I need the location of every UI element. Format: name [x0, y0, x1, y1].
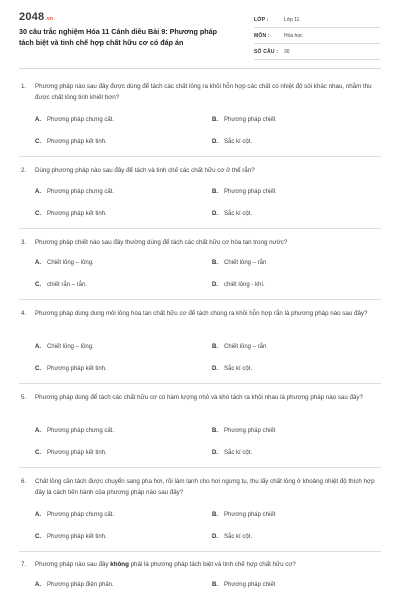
option-b[interactable]: B. Phương pháp chiết — [212, 512, 276, 518]
site-logo[interactable]: 2048.vn — [19, 11, 54, 23]
option-d[interactable]: D. Sắc kí cột. — [212, 450, 253, 456]
document-header — [0, 0, 400, 66]
question-number: 1. — [21, 83, 27, 90]
option-d[interactable]: D. Sắc kí cột. — [212, 366, 253, 372]
info-row-question-count — [254, 45, 380, 60]
option-c[interactable]: C. Phương pháp kết tinh. — [35, 534, 107, 540]
option-b[interactable]: B. Chiết lỏng – rắn — [212, 344, 267, 350]
option-a[interactable]: A. Phương pháp chưng cất. — [35, 117, 115, 123]
option-b[interactable]: B. Phương pháp chiết — [212, 582, 276, 588]
question-separator — [19, 299, 381, 300]
option-a[interactable]: A. Chiết lỏng – lỏng. — [35, 344, 94, 350]
document-title: 30 câu trắc nghiệm Hóa 11 Cánh diều Bài 9: Phương pháp tách biệt và tinh chế hợp chất hữu cơ có đáp án — [19, 27, 218, 47]
option-a[interactable]: A. Phương pháp điện phân. — [35, 582, 114, 588]
info-label: SỐ CÂU : — [254, 49, 279, 55]
question-text: Chất lỏng cần tách được chuyển sang pha hơi, rồi làm lạnh cho hơi ngưng tụ, thu lấy chất lỏng ở khoảng nhiệt độ thích hợp đây là cách tiến hành của phương pháp nào sau đây? — [35, 478, 375, 496]
option-d[interactable]: D. Sắc kí cột. — [212, 139, 253, 145]
option-a[interactable]: A. Phương pháp chưng cất. — [35, 512, 115, 518]
option-a[interactable]: A. Phương pháp chưng cất. — [35, 189, 115, 195]
option-b[interactable]: B. Chiết lỏng – rắn — [212, 260, 267, 266]
option-c[interactable]: C. chiết rắn – rắn. — [35, 282, 88, 288]
option-c[interactable]: C. Phương pháp kết tinh. — [35, 450, 107, 456]
question-number: 2. — [21, 167, 27, 174]
option-c[interactable]: C. Phương pháp kết tinh. — [35, 211, 107, 217]
option-d[interactable]: D. chiết lỏng - khí. — [212, 282, 265, 288]
question-text: Phương pháp nào sau đây được dùng để tách các chất lỏng ra khỏi hỗn hợp các chất có nhiệt độ sôi khác nhau, nhằm thu được chất lỏng tinh khiết hơn? — [35, 83, 372, 101]
info-row-class — [254, 13, 380, 28]
option-a[interactable]: A. Phương pháp chưng cất. — [35, 428, 115, 434]
option-b[interactable]: B. Phương pháp chiết — [212, 189, 276, 195]
info-label: LỚP : — [254, 17, 269, 23]
question-text: Dùng phương pháp nào sau đây để tách và tinh chế các chất hữu cơ ở thể rắn? — [35, 167, 255, 174]
question-number: 7. — [21, 561, 27, 568]
option-d[interactable]: D. Sắc kí cột. — [212, 534, 253, 540]
info-label: MÔN : — [254, 33, 270, 39]
option-b[interactable]: B. Phương pháp chiết — [212, 428, 276, 434]
question-number: 6. — [21, 478, 27, 485]
question-separator — [19, 228, 381, 229]
question-number: 4. — [21, 310, 27, 317]
question-text: Phương pháp dùng để tách các chất hữu cơ có hàm lượng nhỏ và khó tách ra khỏi nhau là phương pháp nào sau đây? — [35, 394, 363, 401]
question-text: Phương pháp dùng dung môi lỏng hòa tan chất hữu cơ để tách chúng ra khỏi hỗn hợp rắn là phương pháp nào sau đây? — [35, 310, 368, 317]
question-separator — [19, 383, 381, 384]
question-text: Phương pháp chiết nào sau đây thường dùng để tách các chất hữu cơ hòa tan trong nước? — [35, 239, 288, 246]
info-value: Lớp 11 — [284, 17, 300, 23]
option-c[interactable]: C. Phương pháp kết tinh. — [35, 366, 107, 372]
emphasis-not: không — [110, 561, 129, 568]
question-separator — [19, 467, 381, 468]
question-text: Phương pháp nào sau đây không phải là phương pháp tách biệt và tinh chế hợp chất hữu cơ? — [35, 561, 296, 568]
question-separator — [19, 551, 381, 552]
option-b[interactable]: B. Phương pháp chiết — [212, 117, 276, 123]
info-value: 30 — [284, 49, 290, 55]
option-a[interactable]: A. Chiết lỏng – lỏng. — [35, 260, 94, 266]
info-row-subject — [254, 29, 380, 44]
option-c[interactable]: C. Phương pháp kết tinh. — [35, 139, 107, 145]
option-d[interactable]: D. Sắc kí cột. — [212, 211, 253, 217]
question-number: 3. — [21, 239, 27, 246]
header-divider — [19, 68, 381, 69]
question-number: 5. — [21, 394, 27, 401]
info-value: Hóa học — [284, 33, 303, 39]
question-separator — [19, 156, 381, 157]
